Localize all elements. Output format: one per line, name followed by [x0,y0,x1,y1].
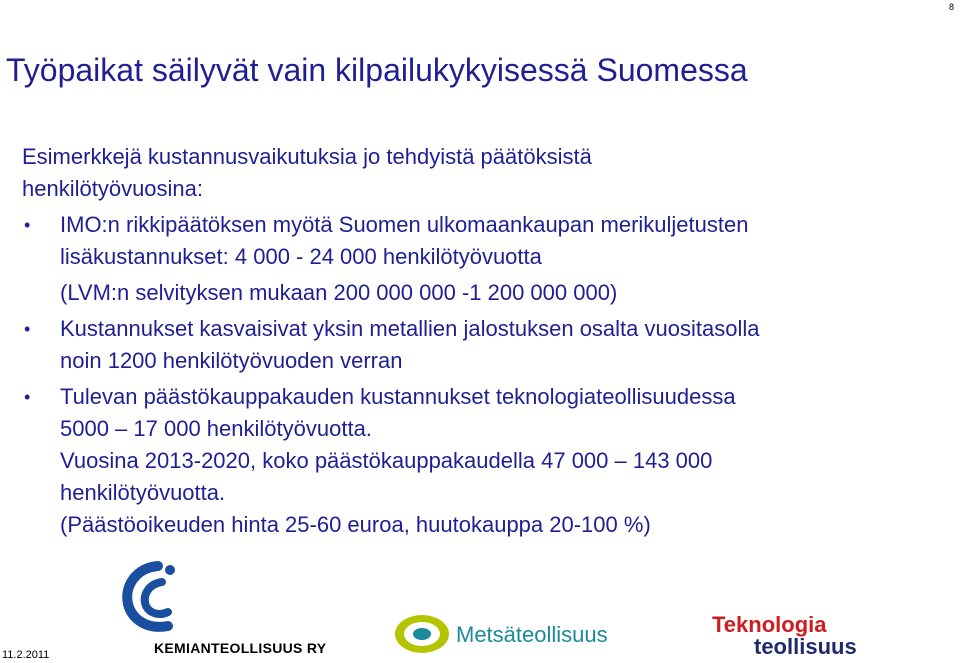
bullet-marker: • [24,387,31,407]
bullet-item [22,381,942,541]
kemianteollisuus-logo-text: KEMIANTEOLLISUUS RY [154,640,327,656]
bullet-text: Vuosina 2013-2020, koko päästökauppakaudella 47 000 – 143 000 [60,448,713,473]
slide-date: 11.2.2011 [2,649,50,661]
bullet-text: Tulevan päästökauppakauden kustannukset teknologiateollisuudessa [60,384,736,409]
bullet-text: 5000 – 17 000 henkilötyövuotta. [60,416,372,441]
page-number: 8 [948,2,954,12]
bullet-item [22,209,942,309]
slide-content [22,141,942,541]
bullet-text: noin 1200 henkilötyövuoden verran [60,348,403,373]
bullet-text: henkilötyövuotta. [60,480,226,505]
kemianteollisuus-logo [118,560,328,660]
metsateollisuus-leaf-icon [392,612,452,656]
teollisuus-logo-text: teollisuus [754,634,857,659]
teknologia-logo-text: Teknologia [712,612,827,637]
metsateollisuus-logo [392,612,652,658]
bullet-text: (Päästöoikeuden hinta 25-60 euroa, huutokauppa 20-100 %) [60,512,651,537]
bullet-item [22,313,942,377]
bullet-text: (LVM:n selvityksen mukaan 200 000 000 -1 200 000 000) [60,280,618,305]
teknologiateollisuus-logo [712,612,912,660]
bullet-text: IMO:n rikkipäätöksen myötä Suomen ulkomaankaupan merikuljetusten [60,212,749,237]
bullet-text: lisäkustannukset: 4 000 - 24 000 henkilötyövuotta [60,244,542,269]
bullet-marker: • [24,215,31,235]
bullet-text: Kustannukset kasvaisivat yksin metallien jalostuksen osalta vuositasolla [60,316,760,341]
intro-line: Esimerkkejä kustannusvaikutuksia jo tehdyistä päätöksistä [22,144,592,169]
bullet-marker: • [24,319,31,339]
kemianteollisuus-emblem-icon [118,560,188,640]
metsateollisuus-logo-text: Metsäteollisuus [456,622,608,647]
page-title: Työpaikat säilyvät vain kilpailukykyisessä Suomessa [6,52,748,88]
intro-line: henkilötyövuosina: [22,176,204,201]
